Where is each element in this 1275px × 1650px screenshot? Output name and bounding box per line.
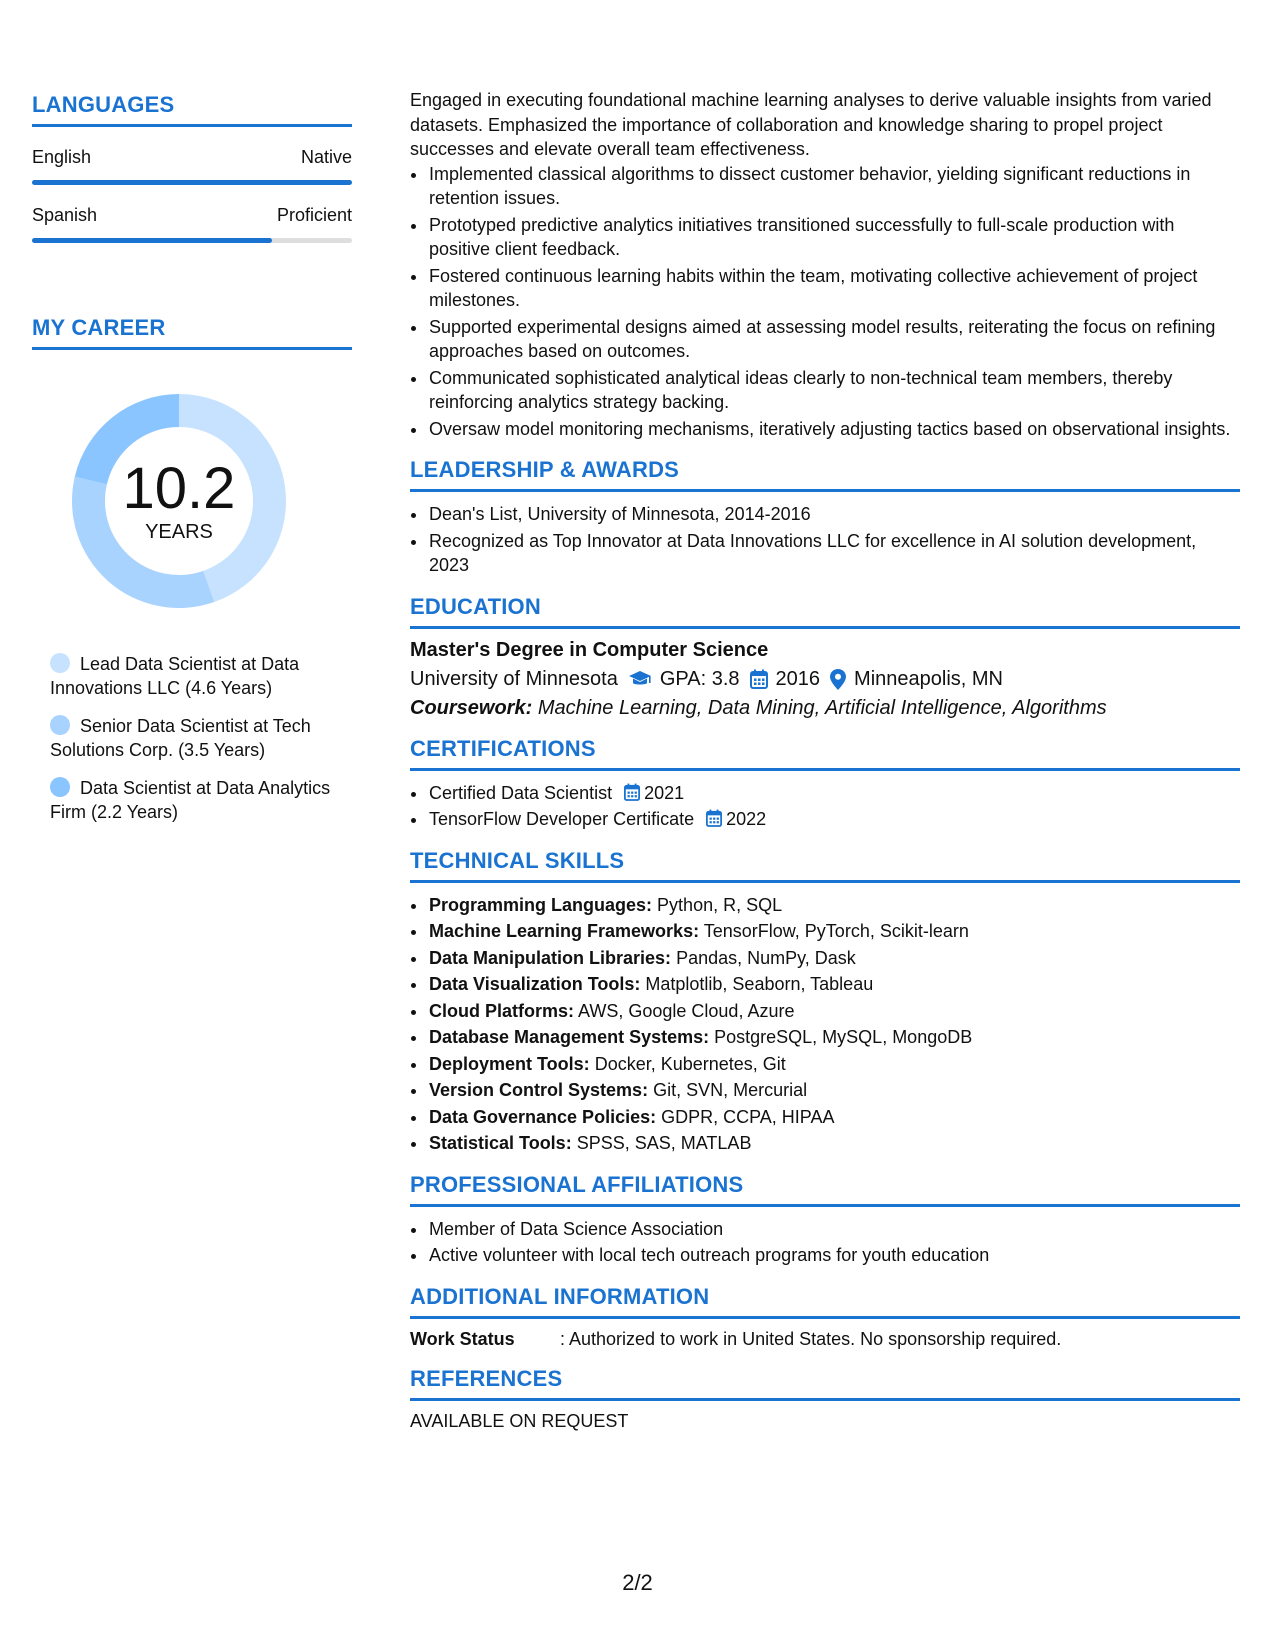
legend-label: Data Scientist at Data Analytics Firm (2.2 Years)	[50, 778, 331, 822]
skill-value: AWS, Google Cloud, Azure	[578, 1000, 795, 1021]
list-item	[428, 946, 1240, 971]
legend-dot	[50, 777, 70, 797]
list-item	[428, 781, 1240, 806]
page-number: 2/2	[622, 1570, 653, 1595]
list-item	[428, 919, 1240, 944]
calendar-icon	[750, 669, 768, 689]
list-item	[428, 1105, 1240, 1130]
calendar-icon	[706, 809, 722, 827]
calendar-icon	[624, 783, 640, 801]
list-item: • Member of Data Science Association	[428, 1217, 1240, 1242]
affiliations-section	[410, 1172, 1240, 1268]
skill-value: PostgreSQL, MySQL, MongoDB	[714, 1027, 973, 1047]
career-legend	[50, 652, 340, 824]
education-title: EDUCATION	[410, 594, 1240, 629]
skill-label: Machine Learning Frameworks:	[429, 921, 700, 941]
list-item: • Supported experimental designs aimed at assessing model results, reiterating the focus on refining approaches based on outcomes.	[428, 315, 1240, 364]
certifications-title: CERTIFICATIONS	[410, 736, 1240, 771]
references-section	[410, 1366, 1240, 1432]
career-title: MY CAREER	[32, 315, 352, 350]
affiliations-title: PROFESSIONAL AFFILIATIONS	[410, 1172, 1240, 1207]
experience-bullets	[410, 162, 1240, 442]
skill-label: Version Control Systems:	[429, 1080, 649, 1100]
language-level-bar	[32, 180, 352, 185]
list-item: • Oversaw model monitoring mechanisms, iteratively adjusting tactics based on observational insights.	[428, 417, 1240, 442]
list-item: • Prototyped predictive analytics initiatives transitioned successfully to full-scale production with positive client feedback.	[428, 213, 1240, 262]
location-pin-icon	[830, 669, 846, 690]
skill-value: TensorFlow, PyTorch, Scikit-learn	[703, 921, 969, 941]
list-item	[428, 972, 1240, 997]
cert-year: 2022	[726, 809, 767, 829]
skill-label: Database Management Systems:	[429, 1027, 710, 1047]
additional-title: ADDITIONAL INFORMATION	[410, 1284, 1240, 1319]
skill-value: Matplotlib, Seaborn, Tableau	[645, 974, 874, 994]
career-total-value: 10.2	[122, 455, 236, 521]
language-name: Spanish	[32, 205, 98, 225]
language-name: English	[32, 147, 92, 167]
additional-section	[410, 1284, 1240, 1350]
graduation-cap-icon	[628, 670, 652, 688]
skills-section	[410, 848, 1240, 1156]
certifications-section	[410, 736, 1240, 832]
references-text: AVAILABLE ON REQUEST	[410, 1410, 629, 1431]
coursework-value: Machine Learning, Data Mining, Artificial Intelligence, Algorithms	[537, 696, 1107, 719]
career-total-unit: YEARS	[145, 520, 213, 543]
education-coursework	[410, 697, 1240, 720]
career-legend-item	[50, 652, 340, 700]
skill-label: Data Visualization Tools:	[429, 974, 641, 994]
skill-value: Git, SVN, Mercurial	[653, 1080, 808, 1100]
list-item	[428, 999, 1240, 1024]
education-section	[410, 594, 1240, 720]
education-school: University of Minnesota	[410, 667, 618, 690]
list-item: • Recognized as Top Innovator at Data Innovations LLC for excellence in AI solution development, 2023	[428, 529, 1240, 578]
legend-dot	[50, 653, 70, 673]
language-level: Proficient	[276, 205, 352, 225]
cert-year: 2021	[644, 782, 685, 803]
leadership-section	[410, 457, 1240, 578]
experience-section	[410, 88, 1240, 441]
list-item	[428, 1052, 1240, 1077]
skill-value: Docker, Kubernetes, Git	[594, 1053, 786, 1074]
list-item	[428, 1025, 1240, 1050]
skill-label: Cloud Platforms:	[429, 1000, 575, 1021]
skill-value: GDPR, CCPA, HIPAA	[661, 1106, 835, 1127]
skill-value: SPSS, SAS, MATLAB	[576, 1133, 752, 1153]
skill-label: Statistical Tools:	[429, 1133, 572, 1153]
skill-label: Programming Languages:	[429, 894, 653, 915]
leadership-title: LEADERSHIP & AWARDS	[410, 457, 1240, 492]
skills-title: TECHNICAL SKILLS	[410, 848, 1240, 883]
career-donut-chart	[64, 386, 294, 616]
legend-label: Senior Data Scientist at Tech Solutions Corp. (3.5 Years)	[50, 716, 311, 760]
skill-value: Python, R, SQL	[657, 894, 783, 915]
language-level-bar	[32, 238, 352, 243]
list-item: • Implemented classical algorithms to dissect customer behavior, yielding significant reductions in retention issues.	[428, 162, 1240, 211]
cert-name: TensorFlow Developer Certificate	[429, 809, 695, 829]
list-item	[428, 893, 1240, 918]
skill-value: Pandas, NumPy, Dask	[676, 947, 856, 968]
skill-label: Data Manipulation Libraries:	[429, 947, 672, 968]
list-item: • Communicated sophisticated analytical ideas clearly to non-technical team members, thereby reinforcing analytics strategy backing.	[428, 366, 1240, 415]
language-level-fill	[32, 238, 272, 243]
education-degree: Master's Degree in Computer Science	[410, 638, 769, 661]
experience-intro: Engaged in executing foundational machine learning analyses to derive valuable insights from varied datasets. Emphasized the importance of collaboration and knowledge sharing to propel project successes and elevate overall team effectiveness.	[410, 90, 1212, 159]
language-level: Native	[300, 147, 352, 167]
list-item: • Fostered continuous learning habits within the team, motivating collective achievement of project milestones.	[428, 264, 1240, 313]
cert-name: Certified Data Scientist	[429, 782, 613, 803]
list-item	[428, 1131, 1240, 1156]
list-item: • Dean's List, University of Minnesota, 2014-2016	[428, 502, 1240, 527]
education-location: Minneapolis, MN	[854, 667, 1003, 690]
language-level-fill	[32, 180, 352, 185]
language-item-spanish	[32, 205, 352, 243]
career-section	[32, 315, 352, 824]
language-item-english	[32, 147, 352, 185]
languages-title: LANGUAGES	[32, 92, 352, 127]
work-status-value: : Authorized to work in United States. No sponsorship required.	[560, 1328, 1062, 1349]
references-title: REFERENCES	[410, 1366, 1240, 1401]
legend-label: Lead Data Scientist at Data Innovations LLC (4.6 Years)	[50, 654, 300, 698]
education-gpa: GPA: 3.8	[659, 667, 740, 690]
sidebar	[32, 92, 352, 838]
skill-label: Deployment Tools:	[429, 1053, 590, 1074]
work-status-label: Work Status	[410, 1328, 515, 1349]
education-year: 2016	[775, 667, 821, 690]
list-item	[428, 1078, 1240, 1103]
main-content	[410, 88, 1240, 1432]
career-legend-item	[50, 714, 340, 762]
list-item: • Active volunteer with local tech outreach programs for youth education	[428, 1243, 1240, 1268]
career-legend-item	[50, 776, 340, 824]
list-item	[428, 807, 1240, 832]
coursework-label: Coursework:	[410, 696, 533, 719]
legend-dot	[50, 715, 70, 735]
skill-label: Data Governance Policies:	[429, 1106, 657, 1127]
